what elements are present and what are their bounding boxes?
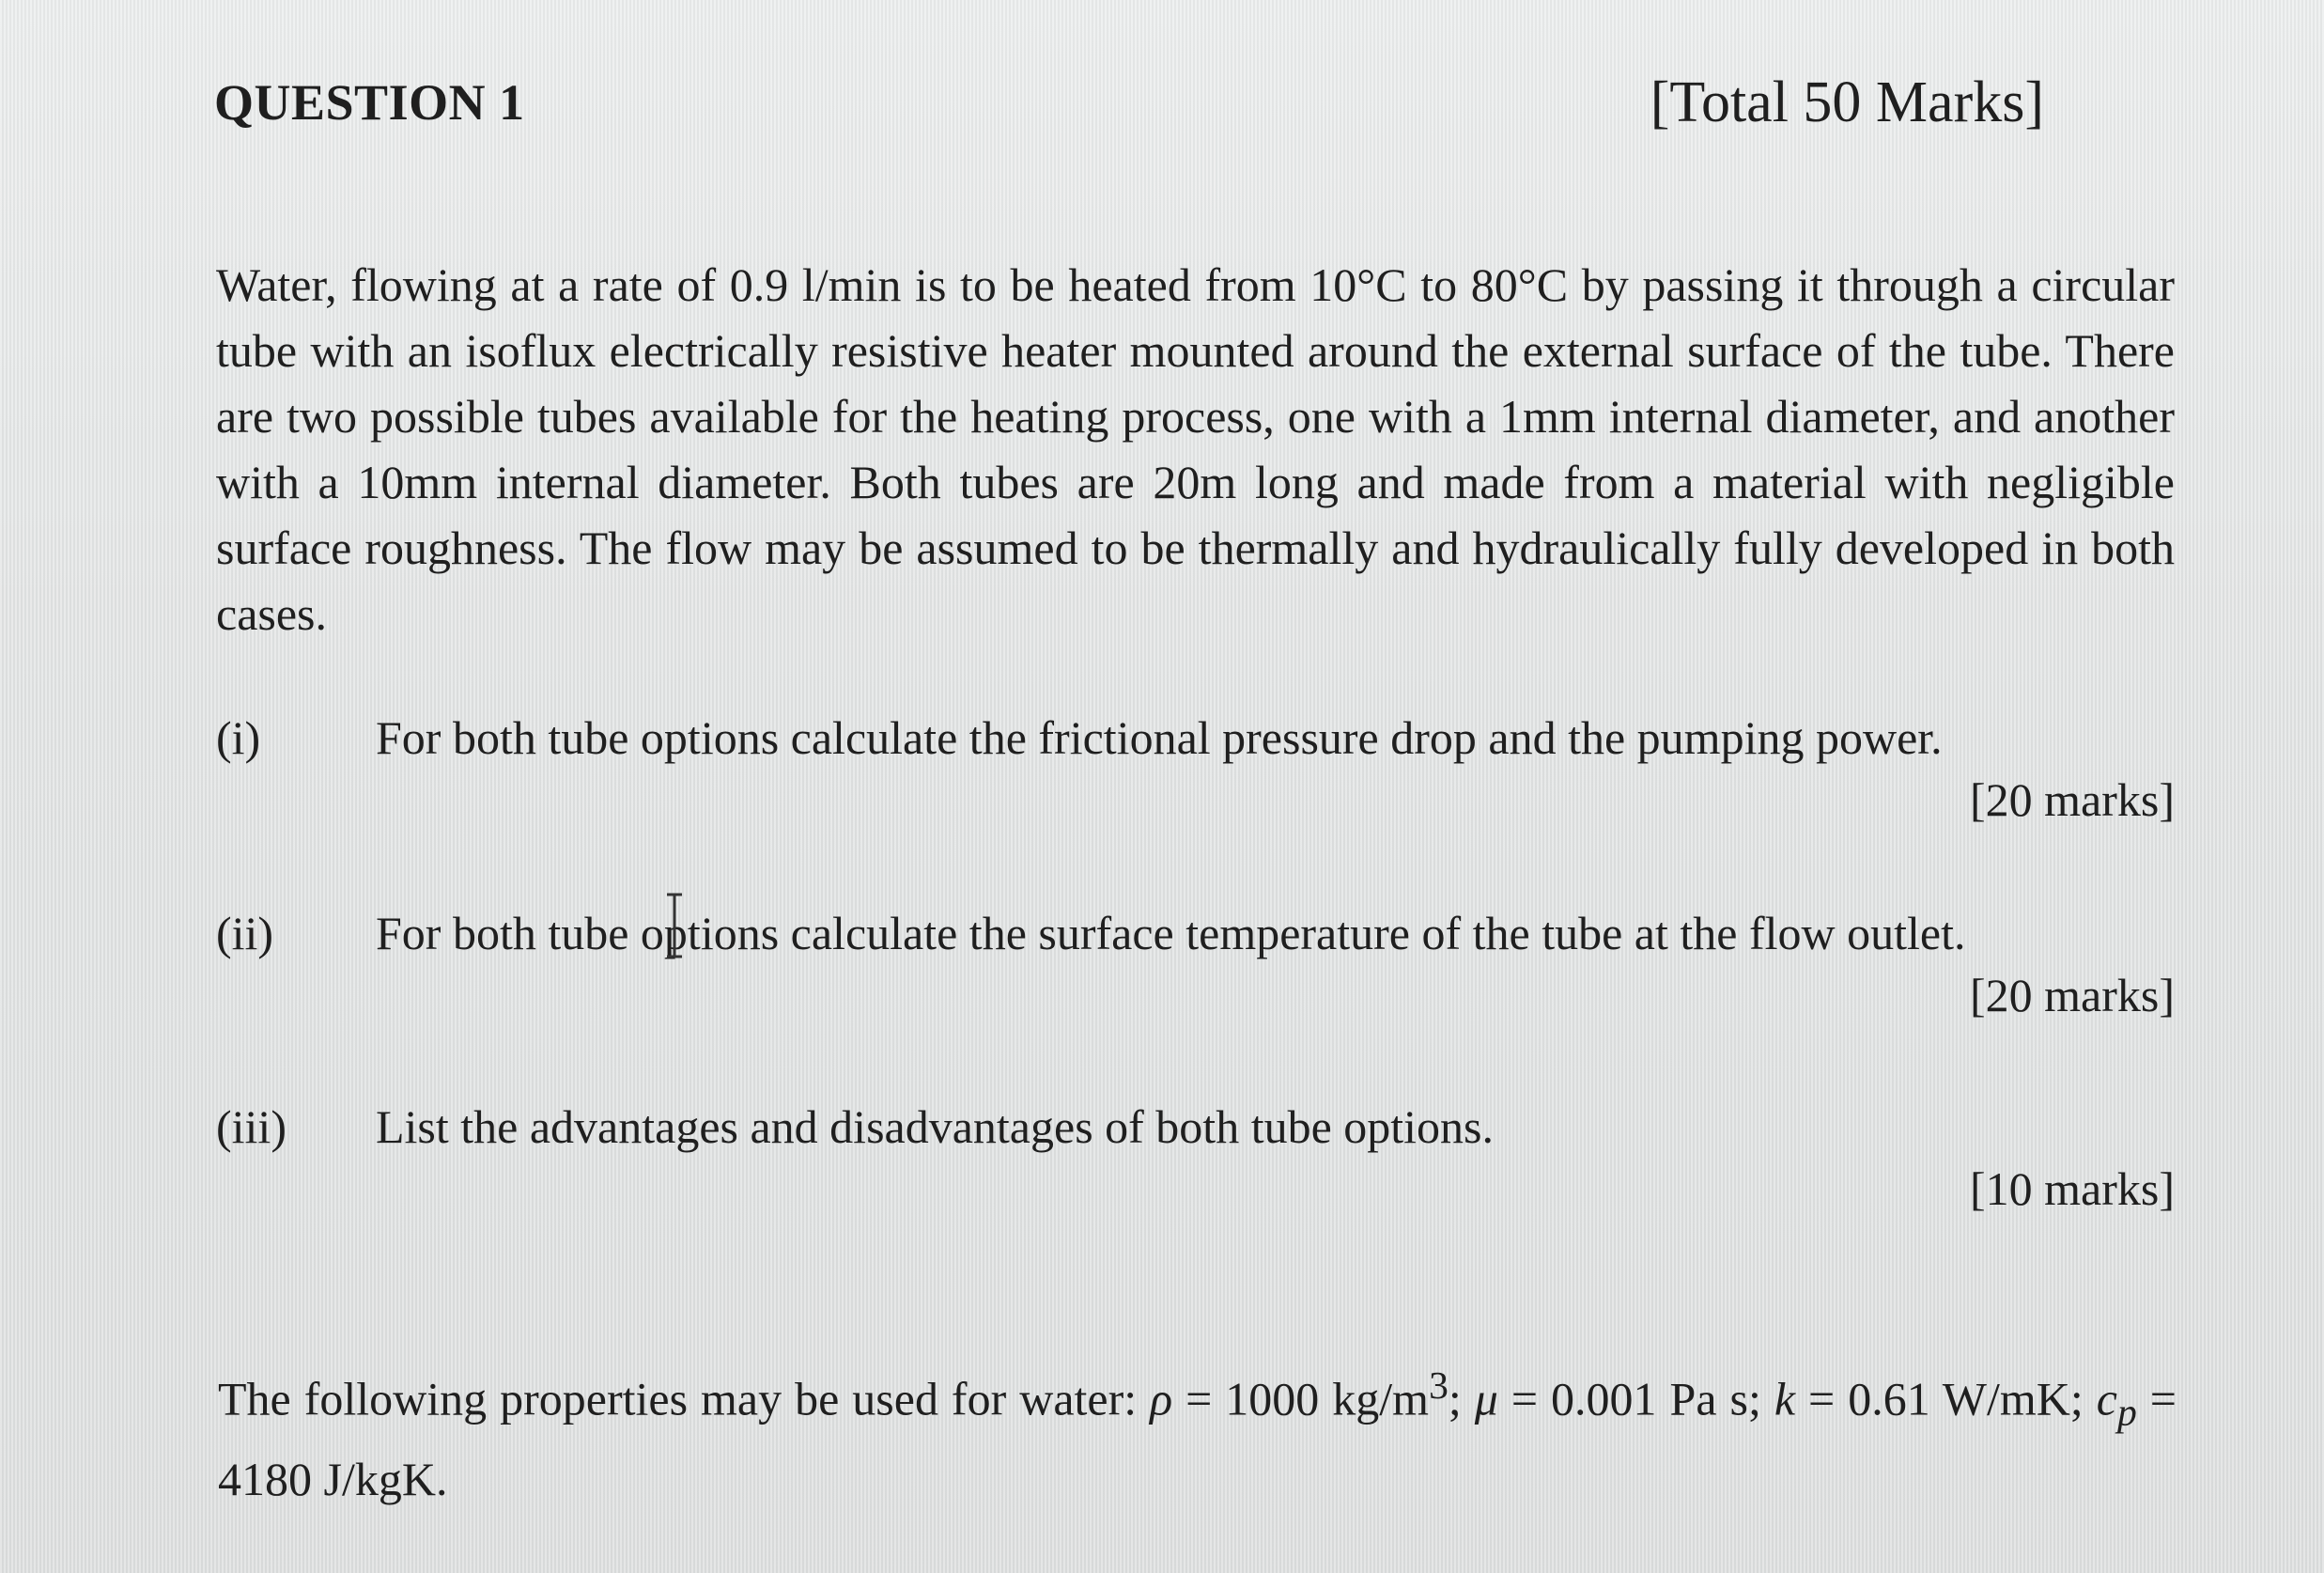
cp-symbol: c [2096,1372,2117,1425]
part-marks: [10 marks] [1970,1162,2175,1215]
rho-exponent: 3 [1429,1364,1449,1408]
part-text: For both tube options calculate the surface temperature of the tube at the flow outlet. [376,907,1966,959]
part-marks: [20 marks] [1970,969,2175,1021]
problem-statement: Water, flowing at a rate of 0.9 l/min is to be heated from 10°C to 80°C by passing it through a circular tube with an isoflux electrically resistive heater mounted around the external surface of the tube. There are two possible tubes available for the heating process, one with a 1mm internal diameter, and another with a 10mm internal diameter. Both tubes are 20m long and made from a material with negligible surface roughness. The flow may be assumed to be thermally and hydraulically fully developed in both cases. [216,258,2175,640]
part-text: For both tube options calculate the frictional pressure drop and the pumping power. [376,711,1943,764]
cp-value: = 4180 J/kgK. [218,1372,2177,1505]
rho-symbol: ρ [1150,1372,1173,1425]
part-number: (ii) [216,907,274,959]
question-title: QUESTION 1 [214,74,525,131]
rho-value: = 1000 kg/m [1172,1372,1430,1425]
part-number: (iii) [216,1100,287,1153]
water-properties [218,1353,2177,1512]
mu-value: = 0.001 Pa s; [1497,1372,1774,1425]
cp-subscript-letter: p [2116,1391,2137,1435]
properties-prefix: The following properties may be used for water: [218,1372,1151,1425]
separator: ; [1448,1372,1475,1425]
part-marks: [20 marks] [1970,773,2175,826]
part-text: List the advantages and disadvantages of both tube options. [376,1100,1495,1153]
part-number: (i) [216,711,261,764]
text-cursor-icon [665,893,684,958]
total-marks: [Total 50 Marks] [1650,70,2044,134]
mu-symbol: μ [1474,1372,1498,1425]
question-heading [214,70,2044,148]
k-symbol: k [1774,1372,1796,1425]
cp-subscript [2117,1392,2137,1435]
k-value: = 0.61 W/mK; [1795,1372,2097,1425]
